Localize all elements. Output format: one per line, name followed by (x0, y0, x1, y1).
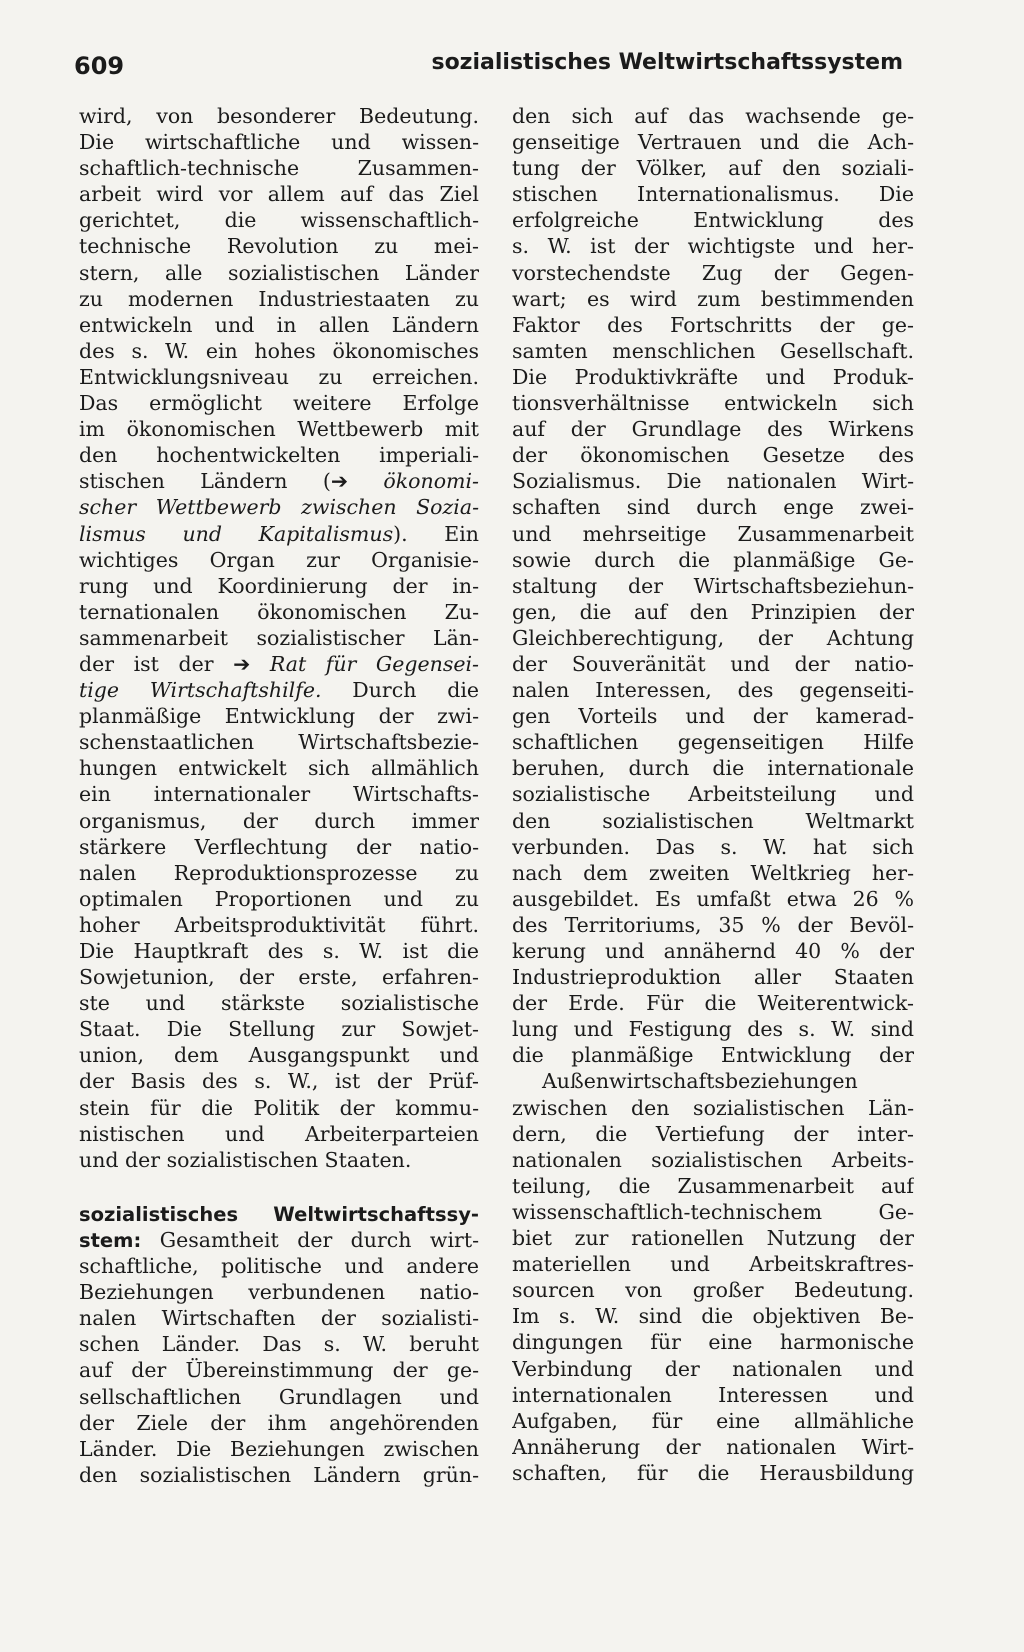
text-line: und der sozialistischen Staaten. (79, 1147, 412, 1172)
text-line: gen Vorteils und der kamerad- (512, 704, 914, 729)
text-line: Faktor des Fortschritts der ge- (512, 312, 914, 337)
text-line: rung und Koordinierung der in- (79, 573, 479, 598)
text-line: stischen Internationalismus. Die (512, 182, 914, 207)
text-line: tung der Völker, auf den soziali- (512, 156, 914, 181)
text-line: der Erde. Für die Weiterentwick- (512, 991, 914, 1016)
text-line: Die wirtschaftliche und wissen- (79, 130, 479, 155)
text-line: samten menschlichen Gesellschaft. (512, 338, 914, 363)
text-line: schaften sind durch enge zwei- (512, 495, 914, 520)
text-line: Die Hauptkraft des s. W. ist die (79, 939, 479, 963)
text-line: den sich auf das wachsende ge- (512, 104, 914, 128)
text-line: der Ziele der ihm angehörenden (79, 1410, 479, 1435)
text-line: Beziehungen verbundenen natio- (79, 1280, 479, 1305)
text-line: sozialistische Arbeitsteilung und (512, 782, 914, 807)
text-line: nalen Wirtschaften der sozialisti- (79, 1306, 479, 1331)
text-line: union, dem Ausgangspunkt und (79, 1043, 479, 1068)
text-segment: Durch die (321, 678, 479, 703)
text-line: sourcen von großer Bedeutung. (512, 1278, 914, 1303)
text-line: stern, alle sozialistischen Länder (79, 260, 479, 285)
text-line: sowie durch die planmäßige Ge- (512, 547, 914, 572)
text-line: teilung, die Zusammenarbeit auf (512, 1173, 914, 1198)
text-line: hungen entwickelt sich allmählich (79, 756, 479, 781)
entry-headword: stem: (79, 1228, 142, 1252)
text-line: materiellen und Arbeitskraftres- (512, 1252, 914, 1277)
cross-reference-arrow-icon: ➔ (330, 469, 349, 494)
entry-headword-line (79, 1227, 479, 1253)
text-line: zwischen den sozialistischen Län- (512, 1095, 914, 1120)
text-line: entwickeln und in allen Ländern (79, 312, 479, 337)
text-line: Außenwirtschaftsbeziehungen (542, 1069, 858, 1094)
text-line: der Basis des s. W., ist der Prüf- (79, 1069, 479, 1094)
text-line: sammenarbeit sozialistischer Län- (79, 625, 479, 650)
text-line: schaftliche, politische und andere (79, 1254, 479, 1279)
running-head: sozialistisches Weltwirtschaftssystem (431, 50, 903, 75)
text-line: genseitige Vertrauen und die Ach- (512, 130, 914, 155)
text-line: ternationalen ökonomischen Zu- (79, 599, 479, 624)
text-line: die planmäßige Entwicklung der (512, 1043, 914, 1068)
text-line: den hochentwickelten imperiali- (79, 443, 479, 468)
text-line: der ökonomischen Gesetze des (512, 443, 914, 468)
entry-headword: sozialistisches Weltwirtschaftssy- (79, 1202, 479, 1226)
text-line: Verbindung der nationalen und (512, 1356, 914, 1381)
text-line: nationalen sozialistischen Arbeits- (512, 1147, 914, 1172)
page-number: 609 (74, 52, 125, 80)
text-line: wart; es wird zum bestimmenden (512, 286, 914, 311)
text-line: nalen Reproduktionsprozesse zu (79, 860, 479, 885)
text-line: im ökonomischen Wettbewerb mit (79, 417, 479, 442)
cross-reference-line (79, 494, 479, 520)
text-line: tionsverhältnisse entwickeln sich (512, 391, 914, 416)
text-line: gen, die auf den Prinzipien der (512, 599, 914, 624)
text-line: dern, die Vertiefung der inter- (512, 1121, 914, 1146)
text-line: auf der Übereinstimmung der ge- (79, 1358, 479, 1383)
text-line: stein für die Politik der kommu- (79, 1095, 479, 1120)
text-segment: der ist der (79, 651, 234, 676)
text-line: Gleichberechtigung, der Achtung (512, 625, 914, 650)
entry-headword-line (79, 1201, 479, 1227)
text-line: Entwicklungsniveau zu erreichen. (79, 364, 479, 389)
text-line: lung und Festigung des s. W. sind (512, 1017, 914, 1042)
text-line: erfolgreiche Entwicklung des (512, 208, 914, 233)
right-column (512, 103, 914, 1486)
text-line: Staat. Die Stellung zur Sowjet- (79, 1017, 479, 1042)
text-line: s. W. ist der wichtigste und her- (512, 234, 914, 259)
text-line: des s. W. ein hohes ökonomisches (79, 338, 479, 363)
cross-reference-link[interactable]: scher Wettbewerb zwischen Sozia- (79, 495, 479, 520)
text-line: den sozialistischen Ländern grün- (79, 1462, 479, 1487)
text-line: auf der Grundlage des Wirkens (512, 417, 914, 442)
cross-reference-link[interactable]: Rat für Gegensei- (269, 651, 479, 676)
text-line: schen Länder. Das s. W. beruht (79, 1332, 479, 1357)
text-line: beruhen, durch die internationale (512, 756, 914, 781)
cross-reference-link[interactable]: tige Wirtschaftshilfe. (79, 678, 322, 703)
text-segment: ). Ein (393, 521, 479, 546)
text-line: wichtiges Organ zur Organisie- (79, 547, 479, 572)
text-line: arbeit wird vor allem auf das Ziel (79, 182, 479, 207)
text-line: Die Produktivkräfte und Produk- (512, 364, 914, 389)
text-line: gerichtet, die wissenschaftlich- (79, 208, 479, 233)
text-line: optimalen Proportionen und zu (79, 886, 479, 911)
text-line: des Territoriums, 35 % der Bevöl- (512, 912, 914, 937)
text-line: ausgebildet. Es umfaßt etwa 26 % (512, 886, 914, 911)
text-line: wissenschaftlich-technischem Ge- (512, 1199, 914, 1224)
text-segment: Gesamtheit der durch wirt- (141, 1227, 479, 1252)
text-line: nalen Interessen, des gegenseiti- (512, 678, 914, 703)
text-line: staltung der Wirtschaftsbeziehun- (512, 573, 914, 598)
text-line: den sozialistischen Weltmarkt (512, 808, 914, 833)
text-line: ste und stärkste sozialistische (79, 991, 479, 1016)
text-line: organismus, der durch immer (79, 808, 479, 833)
text-line: Länder. Die Beziehungen zwischen (79, 1436, 479, 1461)
text-line: Sozialismus. Die nationalen Wirt- (512, 469, 914, 494)
text-line: schenstaatlichen Wirtschaftsbezie- (79, 730, 479, 755)
text-line: Sowjetunion, der erste, erfahren- (79, 965, 479, 990)
text-line: internationalen Interessen und (512, 1382, 914, 1407)
text-line: vorstechendste Zug der Gegen- (512, 260, 914, 285)
entry-separator (79, 1173, 479, 1201)
text-line: sellschaftlichen Grundlagen und (79, 1384, 479, 1409)
cross-reference-line (79, 651, 479, 677)
text-line: technische Revolution zu mei- (79, 234, 479, 259)
text-line: und mehrseitige Zusammenarbeit (512, 521, 914, 546)
cross-reference-link[interactable]: lismus und Kapitalismus (79, 521, 394, 546)
text-line: Aufgaben, für eine allmähliche (512, 1408, 914, 1433)
text-line: ein internationaler Wirtschafts- (79, 782, 479, 807)
text-line: Das ermöglicht weitere Erfolge (79, 391, 479, 416)
text-line: kerung und annähernd 40 % der (512, 939, 914, 963)
text-line: schaftlich-technische Zusammen- (79, 156, 479, 181)
text-line: Im s. W. sind die objektiven Be- (512, 1304, 914, 1329)
text-line: schaften, für die Herausbildung (512, 1460, 914, 1485)
text-segment: stischen Ländern ( (79, 469, 331, 494)
cross-reference-link[interactable]: ökonomi- (383, 469, 479, 494)
text-line: Industrieproduktion aller Staaten (512, 965, 914, 990)
text-line: stärkere Verflechtung der natio- (79, 834, 479, 859)
text-line: Annäherung der nationalen Wirt- (512, 1434, 914, 1459)
text-line: hoher Arbeitsproduktivität führt. (79, 912, 479, 937)
text-line: planmäßige Entwicklung der zwi- (79, 704, 479, 729)
cross-reference-line (79, 677, 479, 703)
text-line: schaftlichen gegenseitigen Hilfe (512, 730, 914, 755)
text-line: der Souveränität und der natio- (512, 651, 914, 676)
cross-reference-line (79, 468, 479, 494)
text-line: zu modernen Industriestaaten zu (79, 286, 479, 311)
cross-reference-line (79, 521, 479, 547)
text-line: verbunden. Das s. W. hat sich (512, 834, 914, 859)
text-line: biet zur rationellen Nutzung der (512, 1226, 914, 1251)
text-line: nistischen und Arbeiterparteien (79, 1121, 479, 1146)
cross-reference-arrow-icon: ➔ (233, 651, 251, 676)
text-line: wird, von besonderer Bedeutung. (79, 104, 479, 128)
text-line: nach dem zweiten Weltkrieg her- (512, 860, 914, 885)
text-line: dingungen für eine harmonische (512, 1330, 914, 1355)
left-column (79, 103, 479, 1488)
